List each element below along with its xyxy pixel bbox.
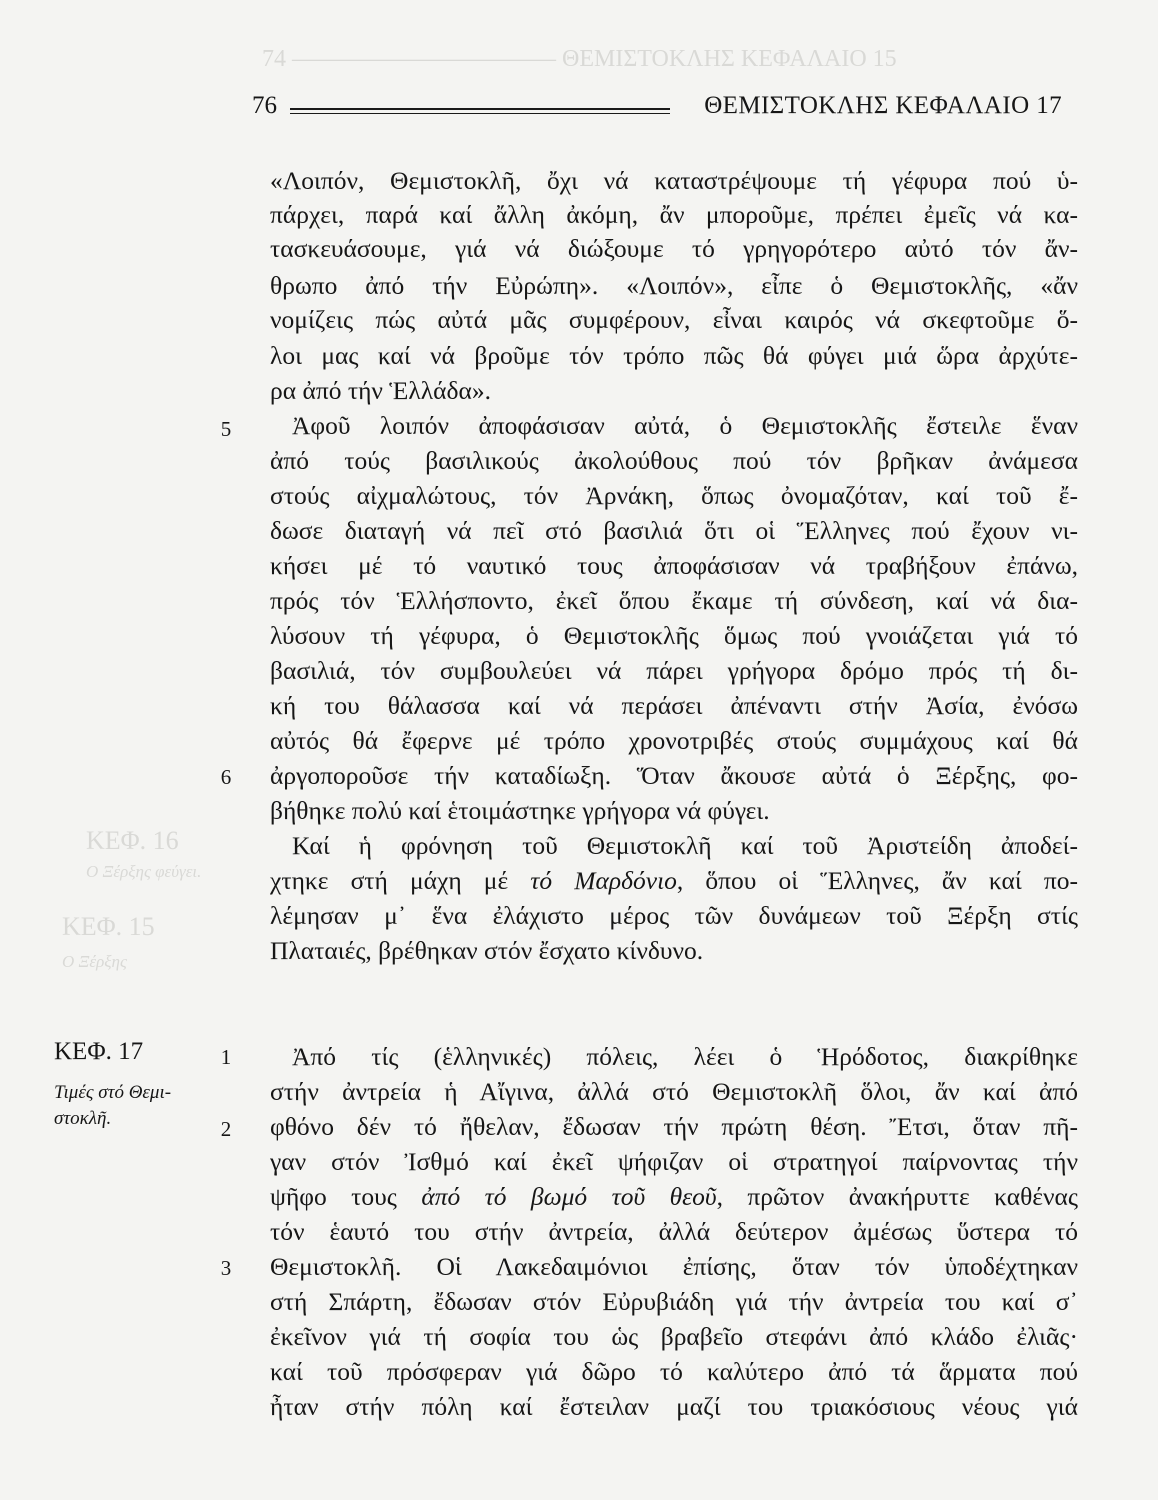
text-line: λέμησαν μ᾽ ἕνα ἐλάχιστο μέρος τῶν δυνάμεων τοῦ Ξέρξη στίς xyxy=(270,901,1078,930)
text-line: κή του θάλασσα καί νά περάσει ἀπέναντι στήν Ἀσία, ἐνόσω xyxy=(270,691,1078,720)
text-line: στή Σπάρτη, ἔδωσαν στόν Εὐρυβιάδη γιά τήν ἀντρεία του καί σ᾽ xyxy=(270,1287,1078,1316)
text-run: , πρῶτον ἀνακήρυττε καθένας xyxy=(716,1182,1078,1211)
text-line: γαν στόν Ἰσθμό καί ἐκεῖ ψήφιζαν οἱ στρατηγοί παίρνοντας τήν xyxy=(270,1147,1078,1176)
text-line: πάρχει, παρά καί ἄλλη ἀκόμη, ἄν μποροῦμε, πρέπει ἐμεῖς νά κα- xyxy=(270,200,1078,229)
running-head: ΘΕΜΙΣΤΟΚΛΗΣ ΚΕΦΑΛΑΙΟ 17 xyxy=(704,92,1062,119)
text-line: καί τοῦ πρόσφεραν γιά δῶρο τό καλύτερο ἀπό τά ἅρματα πού xyxy=(270,1357,1078,1386)
text-line: λύσουν τή γέφυρα, ὁ Θεμιστοκλῆς ὅμως πού γνοιάζεται γιά τό xyxy=(270,621,1078,650)
margin-number: 6 xyxy=(220,765,232,789)
text-line: στούς αἰχμαλώτους, τόν Ἀρνάκη, ὅπως ὀνομαζόταν, καί τοῦ ἔ- xyxy=(270,481,1078,510)
text-run: , ὅπου οἱ Ἕλληνες, ἄν καί πο- xyxy=(676,866,1078,895)
bleed-through-side-label-2: ΚΕΦ. 15 xyxy=(62,912,155,941)
page-number: 76 xyxy=(252,92,277,119)
italic-text-run: ἀπό τό βωμό τοῦ θεοῦ xyxy=(421,1182,717,1211)
bleed-through-side-sub-2: Ο Ξέρξης xyxy=(62,952,127,971)
text-line: ἐκεῖνον γιά τή σοφία του ὡς βραβεῖο στεφάνι ἀπό κλάδο ἐλιᾶς· xyxy=(270,1322,1078,1351)
text-line: πρός τόν Ἑλλήσποντο, ἐκεῖ ὅπου ἔκαμε τή σύνδεση, καί νά δια- xyxy=(270,586,1078,615)
text-line: ἀπό τούς βασιλικούς ἀκολούθους πού τόν βρῆκαν ἀνάμεσα xyxy=(270,446,1078,475)
bleed-through-header: 74 ——————————— ΘΕΜΙΣΤΟΚΛΗΣ ΚΕΦΑΛΑΙΟ 15 xyxy=(262,46,897,72)
text-line: Θεμιστοκλῆ. Οἱ Λακεδαιμόνιοι ἐπίσης, ὅταν τόν ὑποδέχτηκαν xyxy=(270,1252,1078,1281)
text-line: στήν ἀντρεία ἡ Αἴγινα, ἀλλά στό Θεμιστοκλῆ ὅλοι, ἄν καί ἀπό xyxy=(270,1077,1078,1106)
margin-number: 1 xyxy=(220,1045,232,1069)
text-line: βήθηκε πολύ καί ἑτοιμάστηκε γρήγορα νά φύγει. xyxy=(270,796,770,825)
text-line: Πλαταιές, βρέθηκαν στόν ἔσχατο κίνδυνο. xyxy=(270,936,704,965)
bleed-through-side-sub: Ο Ξέρξης φεύγει. xyxy=(86,862,202,881)
margin-number: 2 xyxy=(220,1117,232,1141)
text-line: κήσει μέ τό ναυτικό τους ἀποφάσισαν νά τραβήξουν ἐπάνω, xyxy=(270,551,1078,580)
header-rule xyxy=(290,108,670,114)
margin-number: 3 xyxy=(220,1256,232,1280)
text-line: Ἀπό τίς (ἑλληνικές) πόλεις, λέει ὁ Ἡρόδοτος, διακρίθηκε xyxy=(292,1042,1078,1071)
text-line: τασκευάσουμε, γιά νά διώξουμε τό γρηγορότερο αὐτό τόν ἄν- xyxy=(270,234,1078,263)
text-line: δωσε διαταγή νά πεῖ στό βασιλιά ὅτι οἱ Ἕλληνες πού ἔχουν νι- xyxy=(270,516,1078,545)
page-header xyxy=(252,92,1062,128)
text-line: ἀργοποροῦσε τήν καταδίωξη. Ὅταν ἄκουσε αὐτά ὁ Ξέρξης, φο- xyxy=(270,761,1078,790)
margin-number: 5 xyxy=(220,417,232,441)
italic-text-run: τό Μαρδόνιο xyxy=(530,866,677,895)
text-line: ἦταν στήν πόλη καί ἔστειλαν μαζί του τριακόσιους νέους γιά xyxy=(270,1392,1078,1421)
text-line: Ἀφοῦ λοιπόν ἀποφάσισαν αὐτά, ὁ Θεμιστοκλῆς ἔστειλε ἕναν xyxy=(292,411,1078,440)
text-line: Καί ἡ φρόνηση τοῦ Θεμιστοκλῆ καί τοῦ Ἀριστείδη ἀποδεί- xyxy=(292,831,1078,860)
chapter-title: ΚΕΦ. 17 xyxy=(54,1038,144,1065)
text-line xyxy=(270,864,1078,898)
text-line xyxy=(270,1180,1078,1214)
chapter-subtitle: Τιμές στό Θεμι-στοκλῆ. xyxy=(54,1082,172,1129)
text-line: «Λοιπόν, Θεμιστοκλῆ, ὄχι νά καταστρέψουμε τή γέφυρα πού ὑ- xyxy=(270,166,1078,195)
text-line: νομίζεις πώς αὐτά μᾶς συμφέρουν, εἶναι καιρός νά σκεφτοῦμε ὅ- xyxy=(270,305,1078,334)
text-line: φθόνο δέν τό ἤθελαν, ἔδωσαν τήν πρώτη θέση. Ἔτσι, ὅταν πῆ- xyxy=(270,1112,1078,1141)
text-line: ρα ἀπό τήν Ἑλλάδα». xyxy=(270,376,491,405)
text-line: τόν ἑαυτό του στήν ἀντρεία, ἀλλά δεύτερον ἀμέσως ὕστερα τό xyxy=(270,1217,1078,1246)
bleed-through-side-label: ΚΕΦ. 16 xyxy=(86,826,179,855)
text-run: χτηκε στή μάχη μέ xyxy=(270,866,531,895)
text-line: βασιλιά, τόν συμβουλεύει νά πάρει γρήγορα δρόμο πρός τή δι- xyxy=(270,656,1078,685)
text-line: λοι μας καί νά βροῦμε τόν τρόπο πῶς θά φύγει μιά ὥρα ἀρχύτε- xyxy=(270,341,1078,370)
text-line: θρωπο ἀπό τήν Εὐρώπη». «Λοιπόν», εἶπε ὁ Θεμιστοκλῆς, «ἄν xyxy=(270,271,1078,300)
text-line: αὐτός θά ἔφερνε μέ τρόπο χρονοτριβές στούς συμμάχους καί θά xyxy=(270,726,1078,755)
text-run: ψῆφο τους xyxy=(270,1182,422,1211)
